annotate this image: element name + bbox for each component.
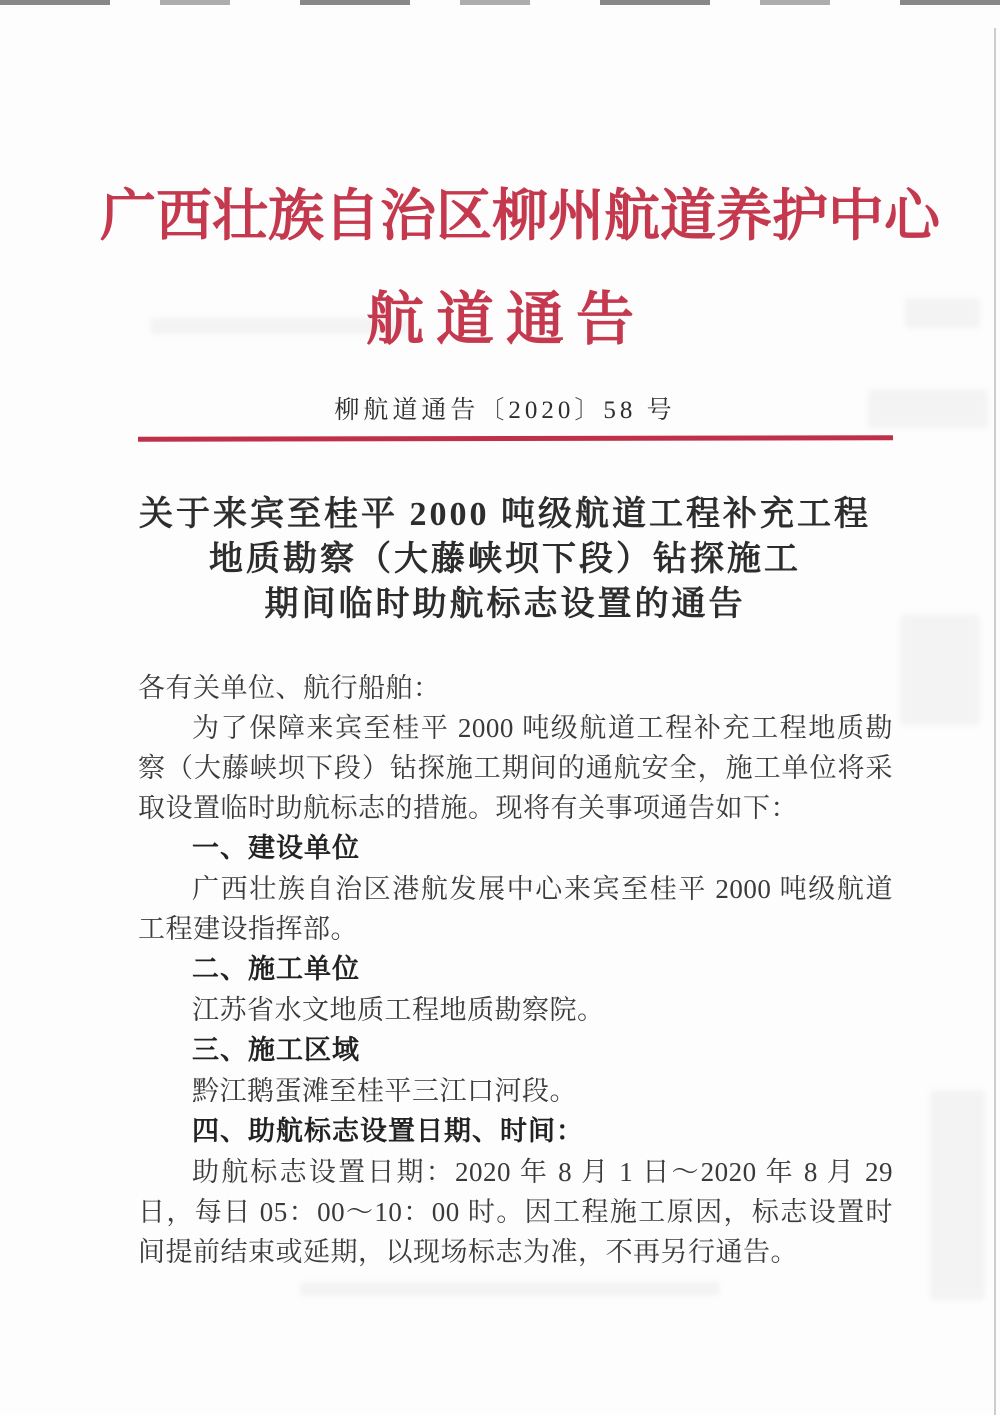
scan-page-edge-line	[994, 28, 996, 1415]
section-heading-3: 三、施工区域	[192, 1035, 360, 1065]
notice-title-line2: 地质勘察（大藤峡坝下段）钻探施工	[209, 541, 801, 578]
org-title-line1: 广西壮族自治区柳州航道养护中心	[100, 186, 940, 248]
scan-top-edge-artifact	[0, 0, 1000, 5]
section-body-1: 广西壮族自治区港航发展中心来宾至桂平 2000 吨级航道工程建设指挥部。	[138, 874, 893, 944]
scan-bleedthrough-smudge	[900, 615, 980, 725]
notice-title-line3: 期间临时助航标志设置的通告	[264, 586, 746, 623]
scan-bleedthrough-smudge	[930, 1090, 985, 1300]
section-body-2: 江苏省水文地质工程地质勘察院。	[192, 995, 605, 1025]
intro-paragraph: 为了保障来宾至桂平 2000 吨级航道工程补充工程地质勘察（大藤峡坝下段）钻探施工期间的通航安全，施工单位将采取设置临时助航标志的措施。现将有关事项通告如下：	[138, 713, 893, 823]
scan-bleedthrough-smudge	[300, 1282, 720, 1296]
notice-title	[100, 492, 910, 627]
section-heading-2: 二、施工单位	[192, 954, 360, 984]
letterhead-rule	[138, 435, 893, 442]
salutation: 各有关单位、航行船舶：	[138, 673, 441, 703]
section-heading-1: 一、建设单位	[192, 833, 360, 863]
notice-title-line1: 关于来宾至桂平 2000 吨级航道工程补充工程	[139, 496, 871, 533]
section-body-4: 助航标志设置日期：2020 年 8 月 1 日～2020 年 8 月 29 日，每日 05：00～10：00 时。因工程施工原因，标志设置时间提前结束或延期，以现场标志为准，不再另行通告。	[138, 1157, 893, 1267]
scan-bleedthrough-smudge	[905, 298, 980, 328]
section-body-3: 黔江鹅蛋滩至桂平三江口河段。	[192, 1076, 577, 1106]
org-title-line2: 航道通告	[365, 287, 646, 352]
section-heading-4: 四、助航标志设置日期、时间：	[192, 1116, 584, 1146]
doc-number: 柳航道通告〔2020〕58 号	[334, 397, 676, 424]
notice-body	[138, 668, 893, 1272]
